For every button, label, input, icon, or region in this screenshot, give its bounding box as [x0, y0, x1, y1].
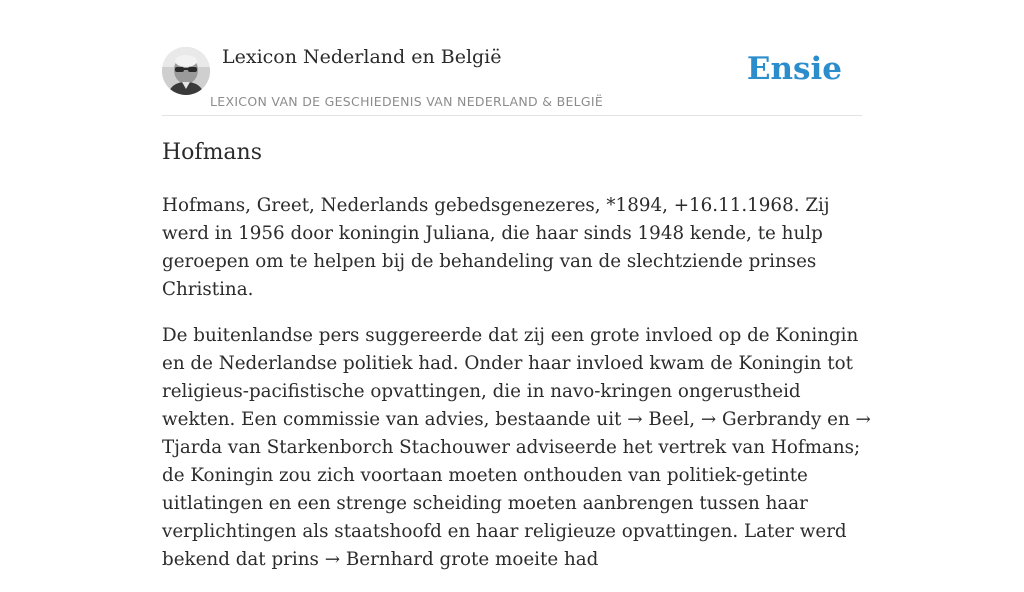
author-avatar[interactable] — [162, 47, 210, 95]
article-content — [162, 192, 872, 592]
link-tjarda-van-starkenborch-stachouwer[interactable]: → Tjarda van Starkenborch Stachouwer — [162, 409, 871, 458]
paragraph-text: De buitenlandse pers suggereerde dat zij een grote invloed op de Koningin en de Nederlandse politiek had. Onder haar invloed kwam de Koningin tot religieus-pacifistische opvattingen, die in navo-kringen ongerustheid wekten. Een commissie van advies, bestaande uit — [162, 325, 859, 430]
author-photo-icon — [162, 47, 210, 95]
link-gerbrandy[interactable]: → Gerbrandy — [700, 409, 822, 430]
paragraph-text: , — [689, 409, 701, 430]
paragraph-text: en — [821, 409, 856, 430]
ensie-logo-link[interactable]: Ensie — [746, 51, 842, 87]
site-subtitle[interactable]: LEXICON VAN DE GESCHIEDENIS VAN NEDERLAND & BELGIË — [210, 94, 604, 109]
article-paragraph-1: Hofmans, Greet, Nederlands gebedsgenezeres, *1894, +16.11.1968. Zij werd in 1956 door koningin Juliana, die haar sinds 1948 kende, te hulp geroepen om te helpen bij de behandeling van de slechtziende prinses Christina. — [162, 195, 830, 300]
link-beel[interactable]: → Beel — [627, 409, 690, 430]
paragraph-text: grote moeite had — [433, 549, 599, 570]
article-paragraph-2 — [162, 322, 872, 574]
link-bernhard[interactable]: → Bernhard — [324, 549, 434, 570]
page — [162, 0, 871, 570]
site-name[interactable]: Lexicon Nederland en België — [222, 46, 502, 68]
header-divider — [162, 115, 862, 116]
article-title: Hofmans — [162, 140, 263, 165]
paragraph-text: adviseerde het vertrek van Hofmans; de Koningin zou zich voortaan moeten onthouden van politiek-getinte uitlatingen en een strenge scheiding moeten aanbrengen tussen haar verplichtingen als staatshoofd en haar religieuze opvattingen. Later werd bekend dat prins — [162, 437, 861, 570]
